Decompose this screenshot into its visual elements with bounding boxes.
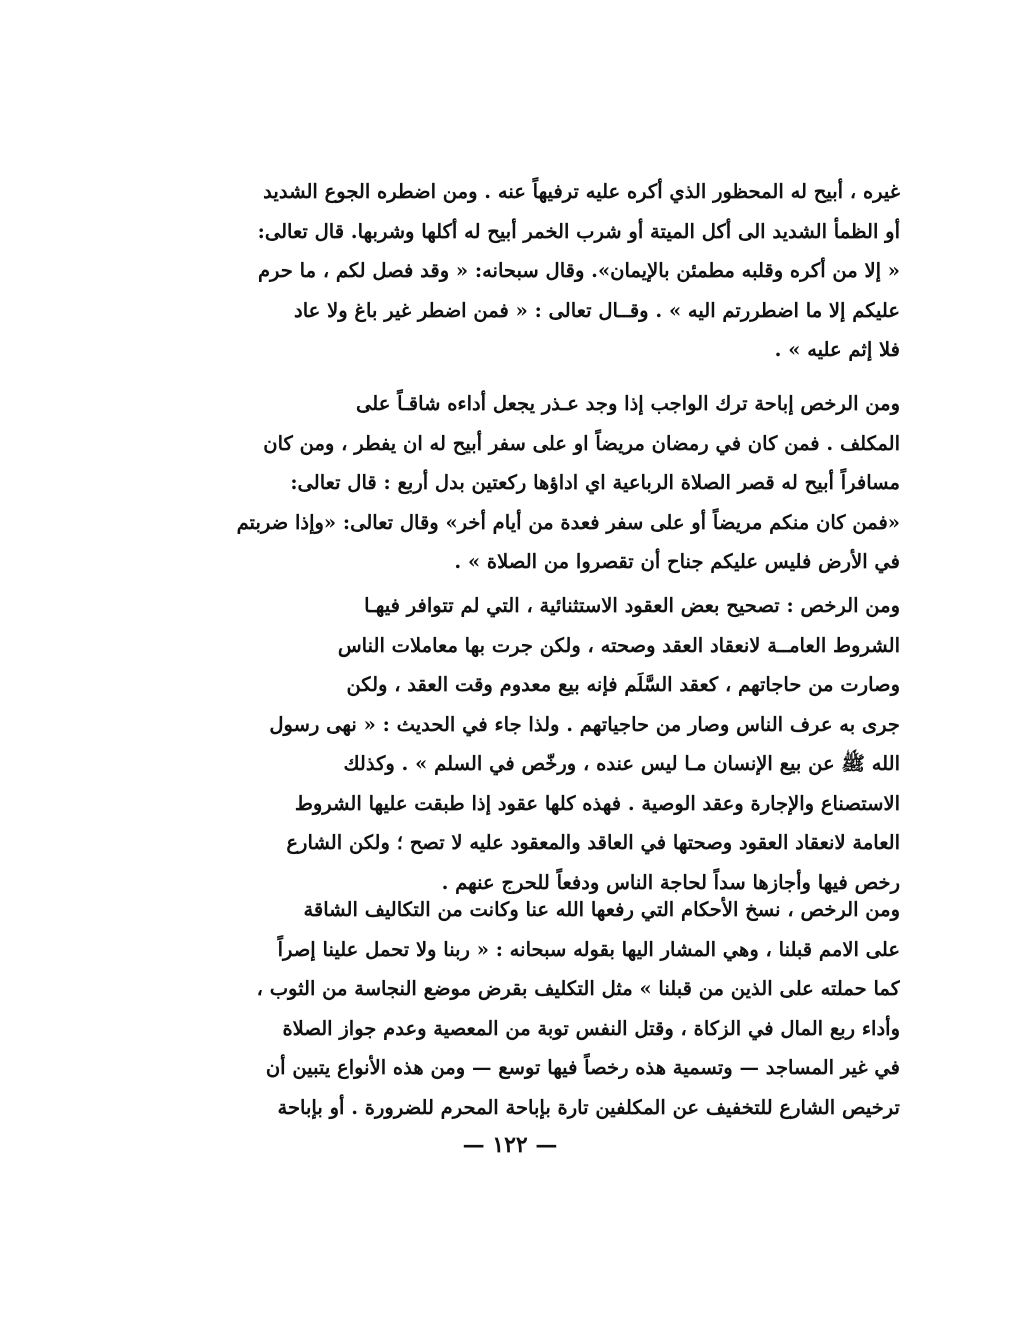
text-line: كما حملته على الذين من قبلنا » مثل التكليف بقرض موضع النجاسة من الثوب ، xyxy=(256,977,900,1000)
text-line: الله ﷺ عن بيع الإنسان مـا ليس عنده ، ورخّص في السلم » . وكذلك xyxy=(343,752,900,775)
paragraph-3 xyxy=(165,586,900,902)
text-line: الاستصناع والإجارة وعقد الوصية . فهذه كلها عقود إذا طبقت عليها الشروط xyxy=(294,791,900,815)
text-line: العامة لانعقاد العقود وصحتها في العاقد والمعقود عليه لا تصح ؛ ولكن الشارع xyxy=(286,831,900,854)
text-line: فلا إثم عليه » . xyxy=(774,338,900,361)
text-line: ومن الرخص : تصحيح بعض العقود الاستثنائية ، التي لم تتوافر فيهـا xyxy=(364,594,900,617)
text-line: مسافراً أبيح له قصر الصلاة الرباعية اي اداؤها ركعتين بدل أربع : قال تعالى: xyxy=(290,471,900,494)
text-line: ومن الرخص إباحة ترك الواجب إذا وجد عـذر يجعل أداءه شاقـاً على xyxy=(356,392,900,415)
text-line: الشروط العامــة لانعقاد العقد وصحته ، ولكن جرت بها معاملات الناس xyxy=(337,633,900,657)
text-line: أو الظمأ الشديد الى أكل الميتة أو شرب الخمر أبيح له أكلها وشربها. قال تعالى: xyxy=(257,219,900,243)
text-line: على الامم قبلنا ، وهي المشار اليها بقوله سبحانه : « ربنا ولا تحمل علينا إصراً xyxy=(277,937,900,961)
text-line: في الأرض فليس عليكم جناح أن تقصروا من الصلاة » . xyxy=(454,550,900,573)
text-line: في غير المساجد — وتسمية هذه رخصاً فيها توسع — ومن هذه الأنواع يتبين أن xyxy=(265,1056,900,1079)
text-line: رخص فيها وأجازها سداً لحاجة الناس ودفعاً للحرج عنهم . xyxy=(441,870,900,894)
text-line: وصارت من حاجاتهم ، كعقد السَّلَم فإنه بيع معدوم وقت العقد ، ولكن xyxy=(346,673,900,696)
paragraph-2 xyxy=(165,384,900,582)
text-line: « إلا من أكره وقلبه مطمئن بالإيمان». وقال سبحانه: « وقد فصل لكم ، ما حرم xyxy=(257,259,900,282)
text-line: ترخيص الشارع للتخفيف عن المكلفين تارة بإباحة المحرم للضرورة . أو بإباحة xyxy=(277,1095,900,1119)
paragraph-1 xyxy=(165,172,900,370)
text-line: غيره ، أبيح له المحظور الذي أكره عليه ترفيهاً عنه . ومن اضطره الجوع الشديد xyxy=(263,180,900,203)
paragraph-4 xyxy=(165,890,900,1127)
text-line: المكلف . فمن كان في رمضان مريضاً او على سفر أبيح له ان يفطر ، ومن كان xyxy=(263,431,900,455)
text-line: عليكم إلا ما اضطررتم اليه » . وقــال تعالى : « فمن اضطر غير باغ ولا عاد xyxy=(294,298,900,322)
text-line: ومن الرخص ، نسخ الأحكام التي رفعها الله عنا وكانت من التكاليف الشاقة xyxy=(303,898,900,921)
text-line: جرى به عرف الناس وصار من حاجياتهم . ولذا جاء في الحديث : « نهى رسول xyxy=(269,712,900,736)
page-number: — ١٢٢ — xyxy=(462,1132,558,1158)
text-line: وأداء ربع المال في الزكاة ، وقتل النفس توبة من المعصية وعدم جواز الصلاة xyxy=(282,1016,900,1040)
text-line: «فمن كان منكم مريضاً أو على سفر فعدة من أيام أخر» وقال تعالى: «وإذا ضربتم xyxy=(236,510,900,534)
